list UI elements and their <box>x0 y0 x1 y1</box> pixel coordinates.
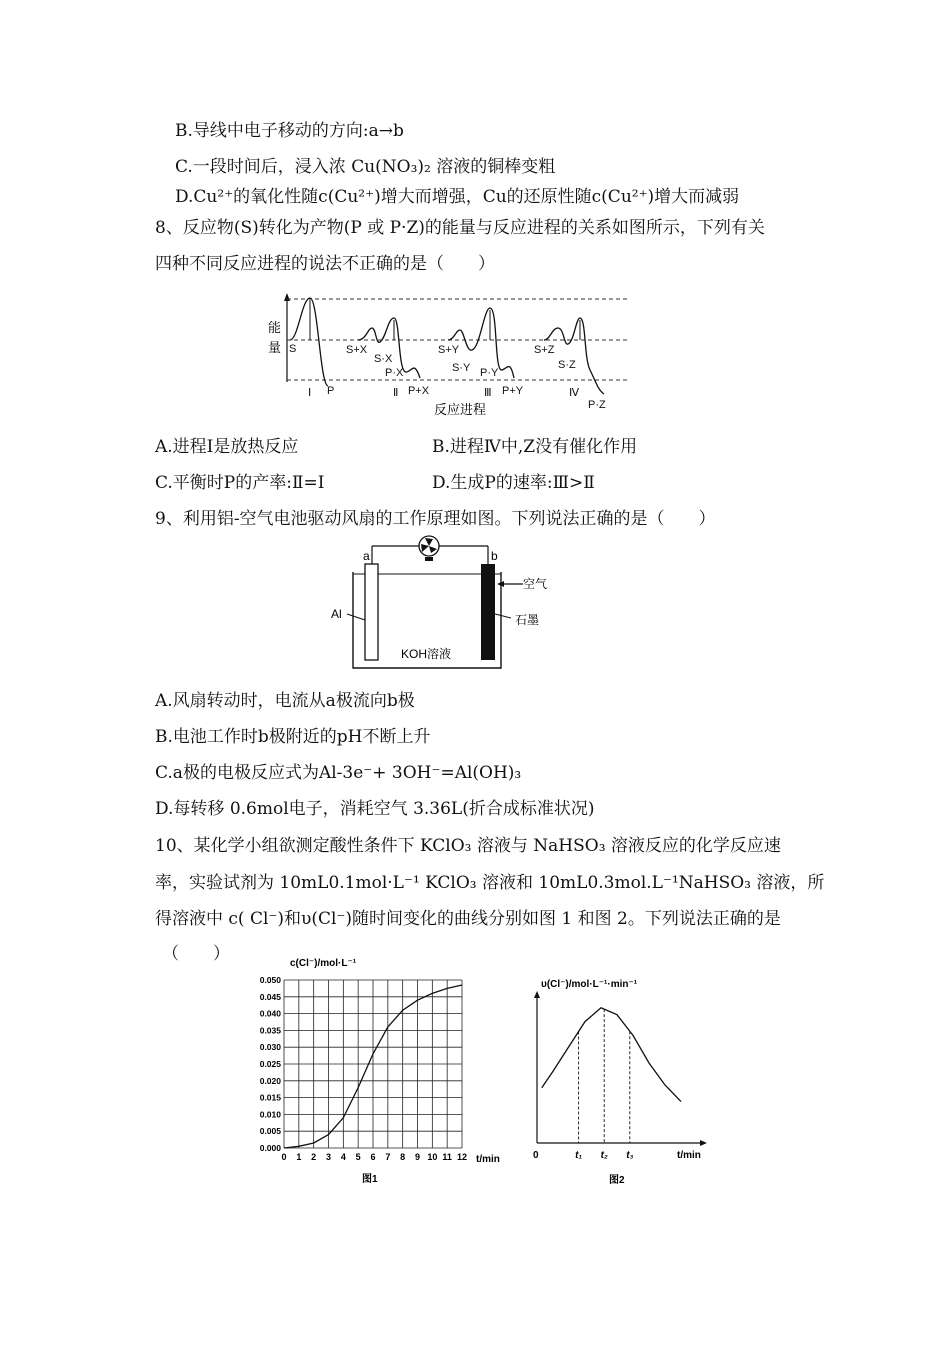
fig1-xtick: 9 <box>414 1152 421 1162</box>
fig1-ytick: 0.030 <box>259 1042 281 1053</box>
y-label-1: 能 <box>268 320 282 335</box>
q9-option-a: A.风扇转动时，电流从a极流向b极 <box>155 691 415 711</box>
q7-option-d: D.Cu²⁺的氧化性随c(Cu²⁺)增大而增强，Cu的还原性随c(Cu²⁺)增大而减弱 <box>175 187 740 207</box>
q7-option-c: C.一段时间后，浸入浓 Cu(NO₃)₂ 溶液的铜棒变粗 <box>175 157 556 177</box>
fig1-ytick: 0.045 <box>259 991 281 1002</box>
q8-energy-diagram <box>262 290 632 420</box>
fig1-ytick: 0.040 <box>259 1008 281 1019</box>
fig1-ytick: 0.020 <box>259 1075 281 1086</box>
fig1-xtick: 5 <box>355 1152 361 1162</box>
label-s-plus-y: S+Y <box>438 344 460 356</box>
q9-option-b: B.电池工作时b极附近的pH不断上升 <box>155 727 431 747</box>
label-s-dot-y: S·Y <box>452 362 471 374</box>
solution-label: KOH溶液 <box>401 647 452 661</box>
label-s-plus-z: S+Z <box>534 344 555 356</box>
fig1-xtick: 8 <box>400 1152 406 1162</box>
q7-option-b: B.导线中电子移动的方向:a→b <box>175 121 404 141</box>
q8-stem-line2: 四种不同反应进程的说法不正确的是（ ） <box>155 254 495 274</box>
graphite-electrode <box>481 564 495 660</box>
label-p-dot-z: P·Z <box>588 399 606 411</box>
label-process-3: Ⅲ <box>484 387 492 399</box>
fig1-ytick: 0.025 <box>259 1059 281 1069</box>
fig2-origin: 0 <box>533 1150 539 1161</box>
fig1-xtick: 0 <box>281 1152 287 1162</box>
q10-stem-line2: 率，实验试剂为 10mL0.1mol·L⁻¹ KClO₃ 溶液和 10mL0.3mol.L⁻¹NaHSO₃ 溶液，所 <box>155 873 825 893</box>
q10-stem-line3: 得溶液中 c( Cl⁻)和υ(Cl⁻)随时间变化的曲线分别如图 1 和图 2。下列说法正确的是 <box>155 909 781 929</box>
al-electrode <box>365 564 378 660</box>
label-s-plus-x: S+X <box>346 344 368 356</box>
q10-stem-line4: （ ） <box>162 944 230 964</box>
q8-option-c: C.平衡时P的产率:Ⅱ=Ⅰ <box>155 473 325 493</box>
q9-option-c: C.a极的电极反应式为Al-3e⁻+ 3OH⁻=Al(OH)₃ <box>155 763 522 783</box>
fig1-xtick: 2 <box>311 1152 317 1162</box>
fig1-xtick: 3 <box>325 1152 332 1162</box>
label-p-dot-x: P·X <box>385 367 404 379</box>
q8-option-d: D.生成P的速率:Ⅲ>Ⅱ <box>432 473 595 493</box>
x-label: 反应进程 <box>434 402 487 417</box>
fig1-xtick: 12 <box>456 1152 468 1162</box>
fig1-xtick: 7 <box>385 1152 391 1162</box>
fig1-xtick: 11 <box>442 1152 452 1162</box>
label-process-1: Ⅰ <box>308 387 312 399</box>
fig2-title: 图2 <box>609 1175 625 1186</box>
fig1-ytick: 0.000 <box>259 1143 281 1153</box>
fig2-ylabel: υ(Cl⁻)/mol·L⁻¹·min⁻¹ <box>541 979 638 990</box>
label-s: S <box>289 343 297 355</box>
air-label: 空气 <box>523 577 548 591</box>
fig2-mark-label: t₃ <box>626 1150 634 1161</box>
electrode-a-label: a <box>363 549 370 563</box>
fig1-xtick: 10 <box>427 1152 438 1162</box>
label-s-dot-z: S·Z <box>558 359 576 371</box>
label-p-dot-y: P·Y <box>480 367 499 379</box>
q8-option-b: B.进程Ⅳ中,Z没有催化作用 <box>432 437 638 457</box>
q8-stem-line1: 8、反应物(S)转化为产物(P 或 P·Z)的能量与反应进程的关系如图所示，下列有关 <box>155 218 765 238</box>
fig1-ytick: 0.050 <box>259 975 281 985</box>
graphite-label: 石墨 <box>515 613 540 627</box>
fig1-xlabel: t/min <box>476 1154 500 1165</box>
q10-stem-line1: 10、某化学小组欲测定酸性条件下 KClO₃ 溶液与 NaHSO₃ 溶液反应的化学反应速 <box>155 836 781 856</box>
figure-1-chart <box>250 950 510 1190</box>
electrode-b-label: b <box>491 549 498 563</box>
fig2-xlabel: t/min <box>677 1150 701 1161</box>
label-process-2: Ⅱ <box>393 387 399 399</box>
fig1-xtick: 6 <box>370 1152 376 1162</box>
y-label-2: 量 <box>268 340 282 355</box>
q9-battery-diagram <box>325 530 555 675</box>
q8-option-a: A.进程Ⅰ是放热反应 <box>155 437 299 457</box>
q9-option-d: D.每转移 0.6mol电子，消耗空气 3.36L(折合成标准状况) <box>155 799 595 819</box>
figure-2-chart <box>525 965 715 1190</box>
q9-stem: 9、利用铝-空气电池驱动风扇的工作原理如图。下列说法正确的是（ ） <box>155 509 716 529</box>
fig2-mark-label: t₂ <box>600 1150 608 1161</box>
al-label: Al <box>331 607 342 621</box>
fig2-mark-label: t₁ <box>575 1150 583 1161</box>
fig1-ytick: 0.015 <box>259 1092 281 1103</box>
label-p-plus-x: P+X <box>408 385 430 397</box>
label-process-4: Ⅳ <box>569 387 580 399</box>
fig2-series-line <box>542 1008 681 1102</box>
fig1-xtick: 4 <box>340 1152 346 1162</box>
fig1-title: 图1 <box>362 1174 378 1185</box>
fig1-ytick: 0.010 <box>259 1109 281 1120</box>
fan-icon <box>419 536 439 561</box>
fig1-ylabel: c(Cl⁻)/mol·L⁻¹ <box>290 958 357 969</box>
fig1-ytick: 0.035 <box>259 1025 281 1036</box>
label-p: P <box>327 385 335 397</box>
fig1-xtick: 1 <box>296 1152 302 1162</box>
fig1-ytick: 0.005 <box>259 1126 281 1137</box>
label-p-plus-y: P+Y <box>502 385 524 397</box>
label-s-dot-x: S·X <box>374 353 393 365</box>
